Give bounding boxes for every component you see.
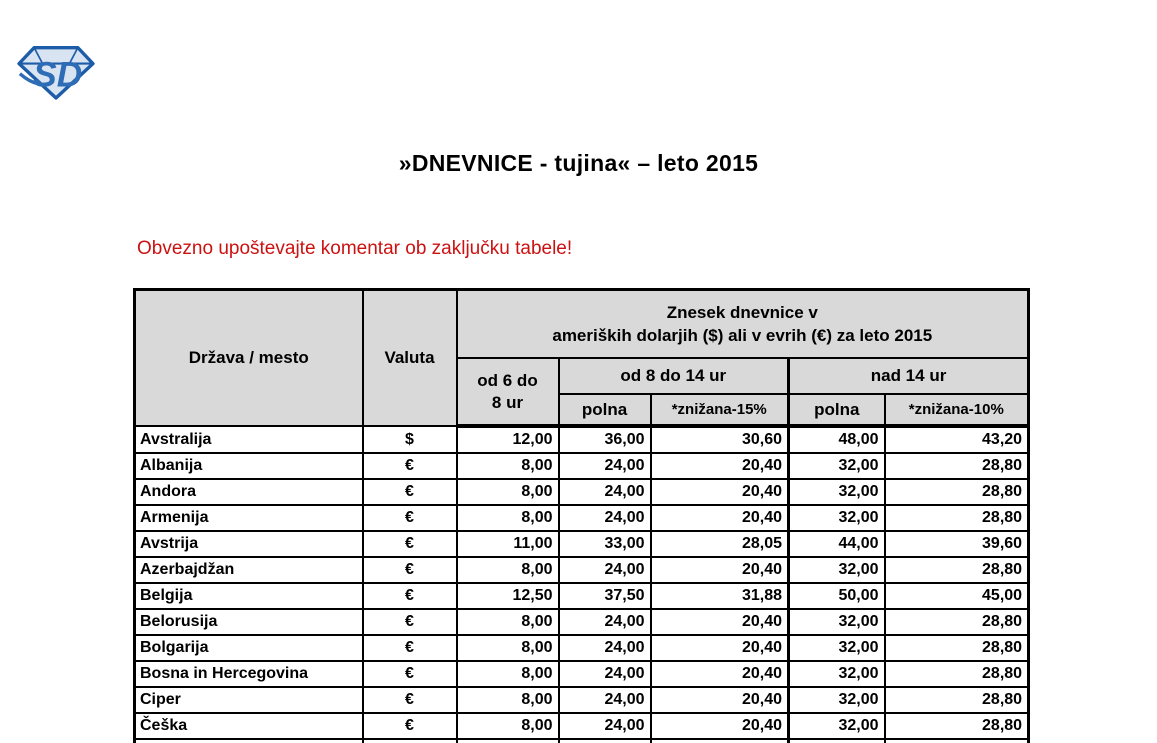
table-row [135, 505, 1029, 531]
value-cell-8-14-full: 24,00 [559, 453, 651, 479]
value-cell-8-14-reduced: 20,40 [651, 479, 789, 505]
country-cell: Azerbajdžan [135, 557, 363, 583]
value-cell-over-14-full: 48,00 [789, 426, 885, 453]
header-amount-line2: ameriških dolarjih ($) ali v evrih (€) za leto 2015 [552, 326, 933, 345]
value-cell-over-14-full [789, 739, 885, 743]
value-cell-6-8: 8,00 [457, 661, 559, 687]
value-cell-6-8: 8,00 [457, 635, 559, 661]
currency-cell: € [363, 713, 457, 739]
currency-cell: € [363, 609, 457, 635]
currency-cell: € [363, 557, 457, 583]
currency-cell: € [363, 531, 457, 557]
country-cell: Bolgarija [135, 635, 363, 661]
value-cell-over-14-reduced: 28,80 [885, 609, 1029, 635]
value-cell-6-8: 8,00 [457, 479, 559, 505]
value-cell-8-14-reduced: 30,60 [651, 426, 789, 453]
country-cell: Belgija [135, 583, 363, 609]
value-cell-over-14-reduced: 28,80 [885, 453, 1029, 479]
value-cell-6-8: 8,00 [457, 713, 559, 739]
header-row-group [135, 290, 1029, 359]
country-cell: Ciper [135, 687, 363, 713]
value-cell-8-14-reduced: 20,40 [651, 635, 789, 661]
value-cell-6-8: 8,00 [457, 557, 559, 583]
table-row [135, 453, 1029, 479]
table-row [135, 635, 1029, 661]
value-cell-over-14-reduced: 43,20 [885, 426, 1029, 453]
currency-cell: € [363, 583, 457, 609]
value-cell-8-14-full: 24,00 [559, 479, 651, 505]
value-cell-over-14-full: 32,00 [789, 635, 885, 661]
currency-cell: € [363, 635, 457, 661]
value-cell-over-14-full: 32,00 [789, 661, 885, 687]
value-cell-8-14-reduced: 20,40 [651, 557, 789, 583]
table-body [135, 426, 1029, 743]
header-duration-6-8-line2: 8 ur [491, 392, 524, 412]
country-cell: Andora [135, 479, 363, 505]
table-row [135, 713, 1029, 739]
header-currency: Valuta [363, 290, 457, 427]
value-cell-8-14-full: 24,00 [559, 557, 651, 583]
value-cell-8-14-reduced: 20,40 [651, 505, 789, 531]
table-row [135, 687, 1029, 713]
value-cell-over-14-reduced: 28,80 [885, 687, 1029, 713]
value-cell-8-14-full: 33,00 [559, 531, 651, 557]
value-cell-over-14-reduced [885, 739, 1029, 743]
value-cell-over-14-reduced: 28,80 [885, 505, 1029, 531]
value-cell-over-14-full: 32,00 [789, 609, 885, 635]
table-row [135, 557, 1029, 583]
country-cell: Avstralija [135, 426, 363, 453]
currency-cell: € [363, 661, 457, 687]
value-cell-over-14-reduced: 28,80 [885, 479, 1029, 505]
value-cell-over-14-reduced: 45,00 [885, 583, 1029, 609]
value-cell-8-14-reduced: 20,40 [651, 661, 789, 687]
table-row [135, 531, 1029, 557]
header-country: Država / mesto [135, 290, 363, 427]
value-cell-8-14-full: 24,00 [559, 505, 651, 531]
value-cell-6-8: 8,00 [457, 609, 559, 635]
header-duration-6-8 [457, 358, 559, 426]
value-cell-8-14-reduced [651, 739, 789, 743]
header-duration-6-8-line1: od 6 do [477, 370, 538, 390]
value-cell-8-14-full: 36,00 [559, 426, 651, 453]
table-row [135, 661, 1029, 687]
value-cell-8-14-reduced: 20,40 [651, 687, 789, 713]
page-title: »DNEVNICE - tujina« – leto 2015 [398, 150, 759, 176]
value-cell-8-14-full: 24,00 [559, 713, 651, 739]
value-cell-8-14-full [559, 739, 651, 743]
value-cell-8-14-reduced: 20,40 [651, 453, 789, 479]
table-row [135, 609, 1029, 635]
value-cell-6-8: 12,00 [457, 426, 559, 453]
value-cell-8-14-full: 24,00 [559, 687, 651, 713]
value-cell-8-14-full: 24,00 [559, 609, 651, 635]
header-amount-line1: Znesek dnevnice v [666, 303, 818, 322]
sd-diamond-icon [14, 42, 98, 102]
value-cell-6-8 [457, 739, 559, 743]
table-header [135, 290, 1029, 427]
value-cell-6-8: 12,50 [457, 583, 559, 609]
value-cell-over-14-reduced: 28,80 [885, 557, 1029, 583]
logo-letters: SD [33, 55, 83, 95]
value-cell-over-14-full: 50,00 [789, 583, 885, 609]
value-cell-over-14-full: 32,00 [789, 453, 885, 479]
value-cell-6-8: 8,00 [457, 687, 559, 713]
value-cell-8-14-full: 37,50 [559, 583, 651, 609]
value-cell-over-14-full: 32,00 [789, 479, 885, 505]
header-duration-over-14: nad 14 ur [789, 358, 1029, 394]
header-full-8-14: polna [559, 394, 651, 426]
country-cell: Albanija [135, 453, 363, 479]
value-cell-6-8: 8,00 [457, 505, 559, 531]
value-cell-8-14-reduced: 31,88 [651, 583, 789, 609]
value-cell-over-14-reduced: 28,80 [885, 635, 1029, 661]
header-amount-group [457, 290, 1029, 359]
header-reduced-8-14: *znižana-15% [651, 394, 789, 426]
country-cell: Avstrija [135, 531, 363, 557]
sd-diamond-logo [14, 42, 98, 102]
currency-cell: € [363, 479, 457, 505]
header-full-over-14: polna [789, 394, 885, 426]
value-cell-over-14-full: 32,00 [789, 557, 885, 583]
value-cell-8-14-reduced: 20,40 [651, 609, 789, 635]
header-duration-8-14: od 8 do 14 ur [559, 358, 789, 394]
value-cell-over-14-reduced: 39,60 [885, 531, 1029, 557]
value-cell-over-14-full: 32,00 [789, 713, 885, 739]
value-cell-over-14-reduced: 28,80 [885, 713, 1029, 739]
country-cell [135, 739, 363, 743]
header-reduced-over-14: *znižana-10% [885, 394, 1029, 426]
value-cell-6-8: 11,00 [457, 531, 559, 557]
value-cell-over-14-reduced: 28,80 [885, 661, 1029, 687]
value-cell-over-14-full: 32,00 [789, 687, 885, 713]
value-cell-8-14-reduced: 20,40 [651, 713, 789, 739]
per-diem-table [133, 288, 1030, 743]
value-cell-6-8: 8,00 [457, 453, 559, 479]
table-row [135, 426, 1029, 453]
country-cell: Bosna in Hercegovina [135, 661, 363, 687]
value-cell-8-14-full: 24,00 [559, 661, 651, 687]
value-cell-over-14-full: 32,00 [789, 505, 885, 531]
currency-cell: € [363, 453, 457, 479]
value-cell-8-14-full: 24,00 [559, 635, 651, 661]
currency-cell [363, 739, 457, 743]
table-row [135, 739, 1029, 743]
country-cell: Češka [135, 713, 363, 739]
table-row [135, 479, 1029, 505]
value-cell-8-14-reduced: 28,05 [651, 531, 789, 557]
currency-cell: € [363, 505, 457, 531]
notice-text: Obvezno upoštevajte komentar ob zaključku tabele! [137, 238, 573, 259]
country-cell: Armenija [135, 505, 363, 531]
dnevnice-table [133, 288, 1027, 743]
value-cell-over-14-full: 44,00 [789, 531, 885, 557]
currency-cell: $ [363, 426, 457, 453]
country-cell: Belorusija [135, 609, 363, 635]
currency-cell: € [363, 687, 457, 713]
table-row [135, 583, 1029, 609]
